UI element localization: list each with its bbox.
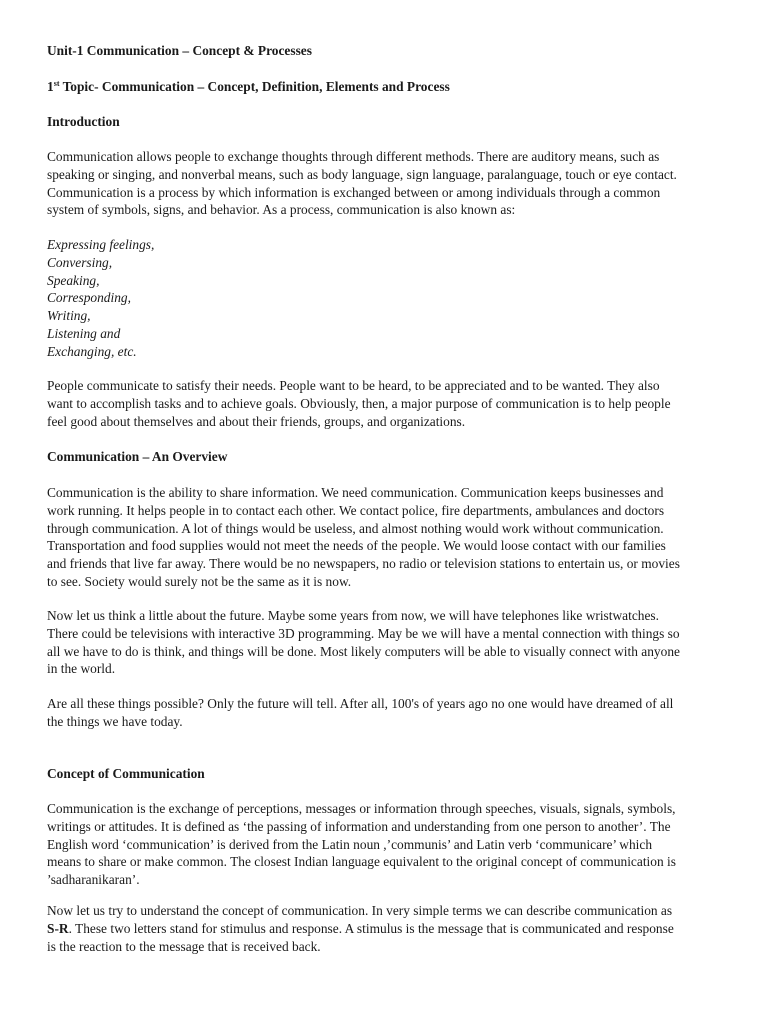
paragraph-line: Communication is the ability to share information. We need communication. Communication keeps businesses and xyxy=(47,485,664,500)
list-item: Conversing, xyxy=(47,254,113,270)
paragraph-line: writings or attitudes. It is defined as ‘the passing of information and understanding from one person to another’. The xyxy=(47,818,671,834)
paragraph-line: ’sadharanikaran’. xyxy=(47,872,140,888)
paragraph-line: Communication is a process by which information is exchanged between or among individuals through a common xyxy=(47,184,661,200)
list-item: Listening and xyxy=(47,325,121,341)
paragraph-line: Communication is the exchange of perceptions, messages or information through speeches, visuals, signals, symbols, xyxy=(47,801,676,816)
paragraph-line xyxy=(47,920,727,938)
paragraph-line: all we have to do is think, and things will be done. Most likely computers will be able to visually connect with anyone xyxy=(47,643,680,659)
unit-title: Unit-1 Communication – Concept & Processes xyxy=(47,43,312,58)
paragraph-line: Are all these things possible? Only the future will tell. After all, 100's of years ago no one would have dreamed of all xyxy=(47,696,674,711)
overview-heading: Communication – An Overview xyxy=(47,449,228,464)
paragraph-line: work running. It helps people in to contact each other. We contact police, fire departments, ambulances and doctors xyxy=(47,502,665,518)
paragraph-line: and friends that live far away. There would be no newspapers, no radio or television stations to entertain us, or movies xyxy=(47,556,680,572)
topic-heading-text: Topic- Communication – Concept, Definition, Elements and Process xyxy=(59,79,450,94)
paragraph-line: speaking or singing, and nonverbal means, such as body language, sign language, paralanguage, touch or eye contact. xyxy=(47,166,677,182)
paragraph-line: want to accomplish tasks and to achieve goals. Obviously, then, a major purpose of communication is to help people xyxy=(47,395,671,411)
needs-paragraph xyxy=(47,377,727,430)
overview-paragraph xyxy=(47,484,727,591)
sr-term: S-R xyxy=(47,920,69,936)
list-item: Exchanging, etc. xyxy=(47,343,137,359)
paragraph-line: the things we have today. xyxy=(47,713,183,729)
list-item: Expressing feelings, xyxy=(47,237,155,252)
list-item: Speaking, xyxy=(47,272,100,288)
sr-line-rest: . These two letters stand for stimulus and response. A stimulus is the message that is communicated and response xyxy=(68,920,674,936)
sr-paragraph xyxy=(47,902,727,955)
paragraph-line: is the reaction to the message that is received back. xyxy=(47,938,321,954)
concept-paragraph xyxy=(47,800,727,889)
paragraph-line: to see. Society would surely not be the same as it is now. xyxy=(47,573,352,589)
paragraph-line: feel good about themselves and about their friends, groups, and organizations. xyxy=(47,413,466,429)
future-paragraph xyxy=(47,607,727,678)
paragraph-line: People communicate to satisfy their needs. People want to be heard, to be appreciated and to be wanted. They also xyxy=(47,378,660,393)
paragraph-line: through communication. A lot of things would be useless, and almost nothing would work without communication. xyxy=(47,520,664,536)
paragraph-line: Communication allows people to exchange thoughts through different methods. There are auditory means, such as xyxy=(47,149,660,164)
paragraph-line: English word ‘communication’ is derived from the Latin noun ,’communis’ and Latin verb ‘communicare’ which xyxy=(47,836,653,852)
paragraph-line: Now let us try to understand the concept of communication. In very simple terms we can describe communication as xyxy=(47,903,673,918)
paragraph-line: means to share or make common. The closest Indian language equivalent to the original concept of communication is xyxy=(47,854,676,870)
topic-number: 1 xyxy=(47,79,54,94)
topic-number-superscript: st xyxy=(53,79,60,88)
possible-paragraph xyxy=(47,695,727,731)
introduction-heading: Introduction xyxy=(47,114,120,129)
concept-heading: Concept of Communication xyxy=(47,766,205,781)
list-item: Writing, xyxy=(47,308,91,324)
paragraph-line: Transportation and food supplies would not meet the needs of the people. We would loose contact with our families xyxy=(47,538,666,554)
paragraph-line: There could be televisions with interactive 3D programming. May be we will have a mental connection with things so xyxy=(47,625,680,641)
list-item: Corresponding, xyxy=(47,290,131,306)
introduction-paragraph xyxy=(47,148,727,219)
paragraph-line: Now let us think a little about the future. Maybe some years from now, we will have telephones like wristwatches. xyxy=(47,608,659,623)
topic-heading xyxy=(47,78,727,96)
known-as-list xyxy=(47,236,727,361)
paragraph-line: system of symbols, signs, and behavior. As a process, communication is also known as: xyxy=(47,202,516,218)
paragraph-line: in the world. xyxy=(47,661,116,677)
